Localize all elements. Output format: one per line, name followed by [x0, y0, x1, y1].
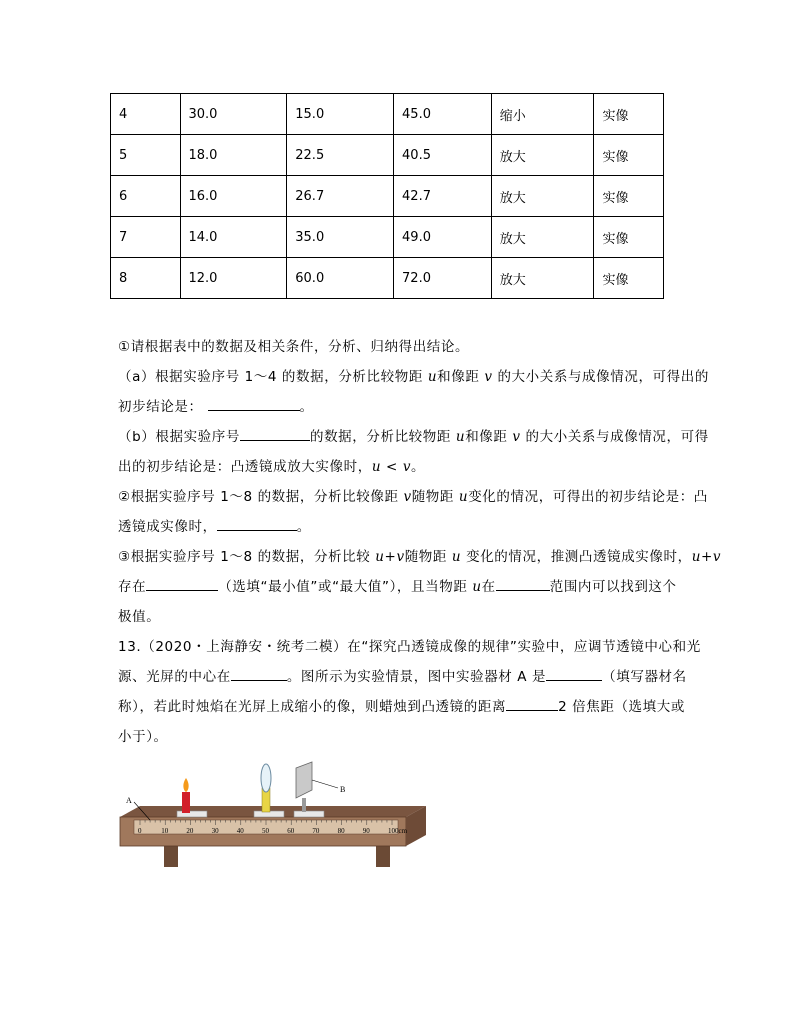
var-u: u	[451, 549, 462, 565]
q2-line2	[118, 512, 678, 542]
q13-line4: 小于）。	[118, 729, 168, 745]
table-cell: 30.0	[180, 94, 287, 135]
q3-line2	[118, 572, 678, 602]
var-u: u	[458, 489, 469, 505]
text: ③根据实验序号 1～8 的数据，分析比较	[118, 549, 376, 565]
scale-label: 60	[287, 827, 295, 835]
text: 。图所示为实验情景，图中实验器材 A 是	[286, 669, 547, 685]
text: 的数据，分析比较物距	[309, 429, 456, 445]
text: （填写器材名	[602, 669, 687, 685]
text: <	[381, 459, 403, 475]
table-cell: 5	[111, 135, 181, 176]
text: （a）根据实验序号 1～4 的数据，分析比较物距	[118, 369, 428, 385]
q1-a-line1	[118, 362, 709, 392]
table-cell: 35.0	[287, 217, 394, 258]
q2-line1	[118, 482, 708, 512]
answer-blank[interactable]	[506, 694, 558, 711]
text: （选填“最小值”或“最大值”），且当物距	[218, 579, 473, 595]
table-cell: 42.7	[394, 176, 492, 217]
table-cell: 45.0	[394, 94, 492, 135]
var-u: u	[472, 579, 482, 595]
table-row	[111, 94, 664, 135]
text: 随物距	[411, 489, 459, 505]
var-u: u	[427, 369, 438, 385]
table-row	[111, 135, 664, 176]
table-cell: 22.5	[287, 135, 394, 176]
var-u: u	[371, 459, 382, 475]
text: 变化的情况，推测凸透镜成实像时，	[461, 549, 692, 565]
text: 出的初步结论是：凸透镜成放大实像时，	[118, 459, 372, 475]
text: 。	[411, 459, 426, 475]
q13-line2	[118, 662, 687, 692]
light-screen-icon	[296, 762, 312, 798]
scale-label: 20	[186, 827, 194, 835]
scale-label: 40	[236, 827, 244, 835]
candle-icon	[182, 792, 190, 813]
bench-leg-right	[376, 846, 390, 867]
label-b: B	[340, 785, 346, 794]
text: ②根据实验序号 1～8 的数据，分析比较像距	[118, 489, 404, 505]
text: 初步结论是：	[118, 399, 203, 415]
var-u: u	[455, 429, 466, 445]
table-cell: 放大	[491, 135, 594, 176]
scale-label: 50	[262, 827, 269, 835]
table-cell: 8	[111, 258, 181, 299]
var-v: v	[484, 369, 493, 385]
table-cell: 60.0	[287, 258, 394, 299]
table-cell: 12.0	[180, 258, 287, 299]
text: 随物距	[404, 549, 452, 565]
answer-blank[interactable]	[496, 574, 550, 591]
text: （b）根据实验序号	[118, 429, 240, 445]
text: 在	[481, 579, 496, 595]
table-cell: 实像	[594, 217, 664, 258]
table-cell: 15.0	[287, 94, 394, 135]
scale-label: 90	[362, 827, 370, 835]
text: 的大小关系与成像情况，可得	[520, 429, 709, 445]
table-cell: 实像	[594, 94, 664, 135]
label-b-leader	[312, 780, 338, 788]
text: 。	[296, 519, 311, 535]
table-cell: 缩小	[491, 94, 594, 135]
q1-b-line1	[118, 422, 709, 452]
q1-intro: ①请根据表中的数据及相关条件，分析、归纳得出结论。	[118, 339, 470, 355]
text: 和像距	[437, 369, 485, 385]
table-cell: 实像	[594, 135, 664, 176]
text: 。	[299, 399, 314, 415]
scale-label: 30	[211, 827, 219, 835]
candle-holder	[177, 811, 207, 817]
table-cell: 放大	[491, 258, 594, 299]
text: 称），若此时烛焰在光屏上成缩小的像，则蜡烛到凸透镜的距离	[118, 699, 507, 715]
text: 范围内可以找到这个	[549, 579, 677, 595]
question-12-text	[118, 332, 722, 752]
scale-label: 0	[138, 827, 142, 835]
answer-blank[interactable]	[231, 664, 287, 681]
q1-a-line2	[118, 392, 678, 422]
q1-b-line2	[118, 452, 678, 482]
optical-bench-figure	[112, 760, 432, 870]
text: 透镜成实像时，	[118, 519, 217, 535]
q3-line1	[118, 542, 722, 572]
screen-stand	[302, 798, 306, 812]
q13-line1: 13.（2020・上海静安・统考二模）在“探究凸透镜成像的规律”实验中，应调节透镜中心和光	[118, 639, 701, 655]
answer-blank[interactable]	[546, 664, 602, 681]
text: 2 倍焦距（选填大或	[558, 699, 685, 715]
table-row	[111, 217, 664, 258]
scale-label: 70	[312, 827, 320, 835]
scale-label: 10	[161, 827, 169, 835]
table-cell: 实像	[594, 258, 664, 299]
table-cell: 49.0	[394, 217, 492, 258]
answer-blank[interactable]	[146, 574, 218, 591]
table-row	[111, 176, 664, 217]
table-cell: 4	[111, 94, 181, 135]
q3-line3: 极值。	[118, 609, 161, 625]
bench-leg-left	[164, 846, 178, 867]
screen-holder	[294, 811, 324, 817]
table-cell: 实像	[594, 176, 664, 217]
data-table	[110, 93, 664, 299]
convex-lens-icon	[261, 764, 271, 792]
table-cell: 72.0	[394, 258, 492, 299]
table-cell: 40.5	[394, 135, 492, 176]
text: 和像距	[465, 429, 513, 445]
table-cell: 放大	[491, 217, 594, 258]
table-row	[111, 258, 664, 299]
label-a: A	[126, 796, 132, 805]
text: 变化的情况，可得出的初步结论是：凸	[468, 489, 708, 505]
answer-blank[interactable]	[208, 394, 300, 411]
scale-label: 100cm	[388, 827, 408, 835]
var-v: v	[512, 429, 521, 445]
table-cell: 16.0	[180, 176, 287, 217]
table-cell: 14.0	[180, 217, 287, 258]
text: 的大小关系与成像情况，可得出的	[492, 369, 709, 385]
var-v: v	[402, 459, 412, 475]
scale-label: 80	[337, 827, 345, 835]
var-u-plus-v: u+v	[375, 549, 405, 565]
table-cell: 7	[111, 217, 181, 258]
text: 存在	[118, 579, 147, 595]
answer-blank[interactable]	[217, 514, 297, 531]
var-u-plus-v: u+v	[691, 549, 722, 565]
text: 源、光屏的中心在	[118, 669, 231, 685]
table-cell: 18.0	[180, 135, 287, 176]
answer-blank[interactable]	[240, 424, 310, 441]
table-cell: 26.7	[287, 176, 394, 217]
table-cell: 6	[111, 176, 181, 217]
flame-icon	[183, 778, 188, 792]
q13-line3	[118, 692, 685, 722]
var-v: v	[403, 489, 412, 505]
table-cell: 放大	[491, 176, 594, 217]
